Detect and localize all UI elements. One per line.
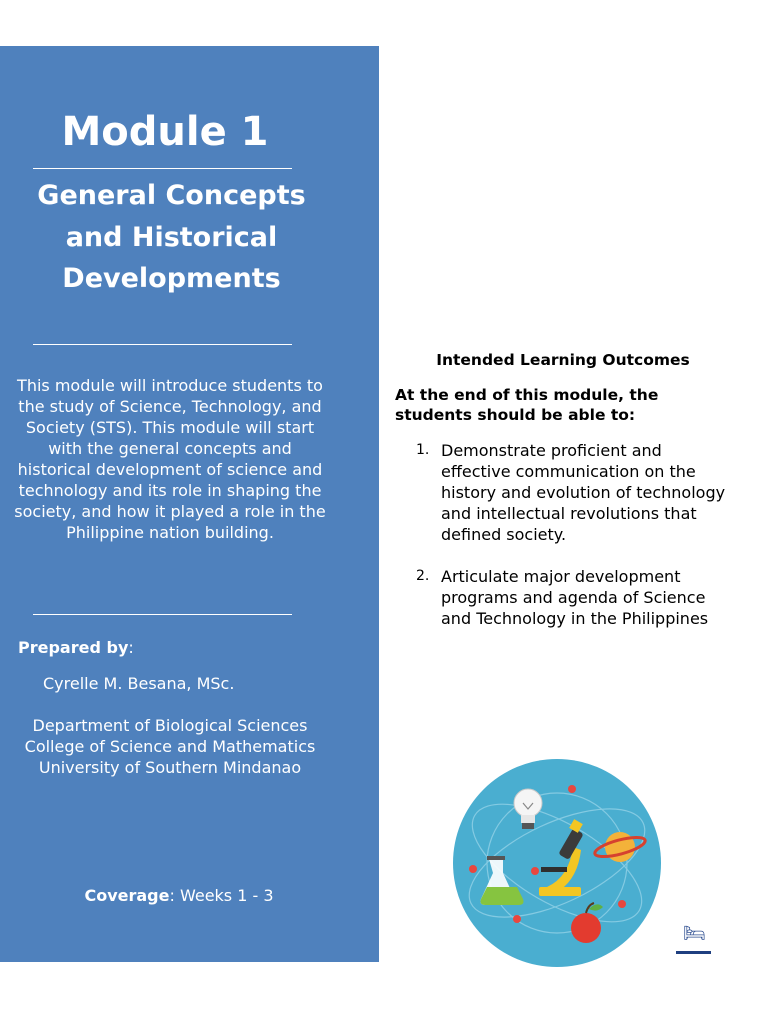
illustration-circle	[453, 759, 661, 967]
module-description: This module will introduce students to the study of Science, Technology, and Society (STS). This module will start with the general concepts and historical development of science and technology and its role in shaping the society, and how it played a role in the Philippine nation building.	[14, 376, 326, 542]
module-cover-panel	[0, 46, 379, 962]
outcome-number: 1.	[416, 442, 430, 458]
coverage-value: : Weeks 1 - 3	[169, 886, 274, 905]
outcome-number: 2.	[416, 568, 430, 584]
affiliation-department: Department of Biological Sciences	[32, 716, 308, 735]
outcome-text: Articulate major development programs and agenda of Science and Technology in the Philippines	[441, 567, 709, 628]
affiliation	[10, 715, 330, 778]
outcome-item	[416, 440, 736, 545]
corner-underline	[676, 951, 711, 954]
coverage	[0, 886, 358, 906]
outcome-text: Demonstrate proficient and effective communication on the history and evolution of technology and intellectual revolutions that defined society.	[441, 441, 726, 544]
affiliation-college: College of Science and Mathematics	[24, 737, 316, 756]
title-divider	[33, 168, 292, 169]
outcomes-lead: At the end of this module, the students should be able to:	[395, 386, 659, 424]
coverage-label: Coverage	[84, 886, 170, 905]
prepared-by	[18, 638, 134, 658]
prepared-by-colon: :	[128, 638, 134, 657]
outcomes-heading: Intended Learning Outcomes	[436, 351, 690, 369]
bed-icon: 🛏	[683, 923, 706, 944]
description-divider	[33, 614, 292, 615]
module-title: Module 1	[61, 109, 269, 155]
prepared-by-label: Prepared by	[18, 638, 129, 657]
module-subtitle: General Concepts and Historical Developments	[37, 180, 306, 294]
affiliation-university: University of Southern Mindanao	[38, 758, 302, 777]
outcome-item	[416, 566, 736, 629]
science-illustration	[447, 759, 667, 969]
outcomes-list	[416, 440, 736, 650]
subtitle-divider	[33, 344, 292, 345]
author-name: Cyrelle M. Besana, MSc.	[43, 674, 235, 693]
